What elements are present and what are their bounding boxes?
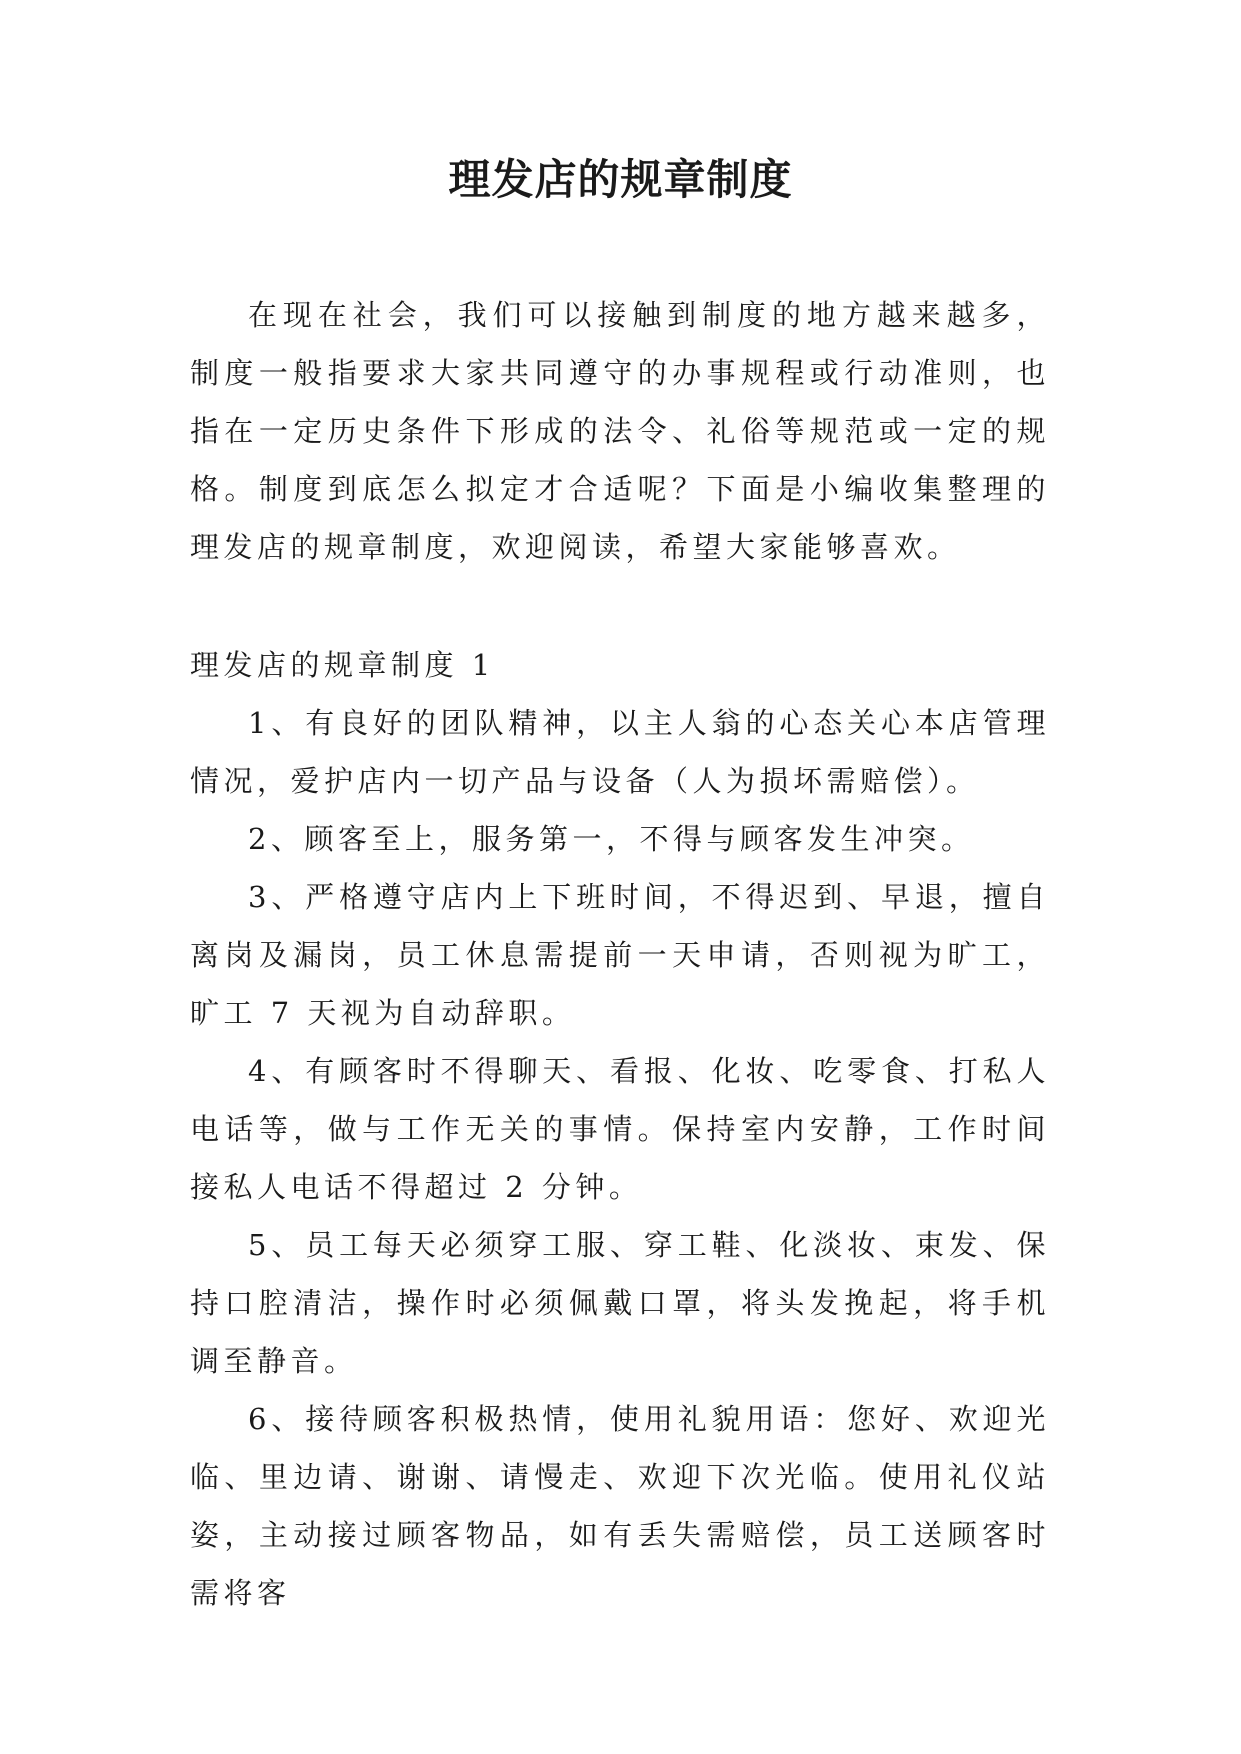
rule-paragraph-1: 1、有良好的团队精神，以主人翁的心态关心本店管理情况，爱护店内一切产品与设备（人为损坏需赔偿）。 — [190, 706, 1050, 798]
rule-paragraph-6: 6、接待顾客积极热情，使用礼貌用语：您好、欢迎光临、里边请、谢谢、请慢走、欢迎下次光临。使用礼仪站姿，主动接过顾客物品，如有丢失需赔偿，员工送顾客时需将客 — [190, 1402, 1050, 1610]
rule-paragraph-2: 2、顾客至上，服务第一，不得与顾客发生冲突。 — [248, 822, 975, 856]
rule-paragraph-5: 5、员工每天必须穿工服、穿工鞋、化淡妆、束发、保持口腔清洁，操作时必须佩戴口罩，将头发挽起，将手机调至静音。 — [190, 1228, 1050, 1378]
section-heading: 理发店的规章制度 1 — [190, 648, 495, 682]
rule-paragraph-3: 3、严格遵守店内上下班时间，不得迟到、早退，擅自离岗及漏岗，员工休息需提前一天申请，否则视为旷工，旷工 7 天视为自动辞职。 — [190, 880, 1050, 1030]
intro-paragraph: 在现在社会，我们可以接触到制度的地方越来越多，制度一般指要求大家共同遵守的办事规程或行动准则，也指在一定历史条件下形成的法令、礼俗等规范或一定的规格。制度到底怎么拟定才合适呢？下面是小编收集整理的理发店的规章制度，欢迎阅读，希望大家能够喜欢。 — [190, 298, 1050, 564]
rule-paragraph-4: 4、有顾客时不得聊天、看报、化妆、吃零食、打私人电话等，做与工作无关的事情。保持室内安静，工作时间接私人电话不得超过 2 分钟。 — [190, 1054, 1050, 1204]
document-title: 理发店的规章制度 — [448, 155, 793, 204]
document-body — [190, 286, 1050, 1622]
